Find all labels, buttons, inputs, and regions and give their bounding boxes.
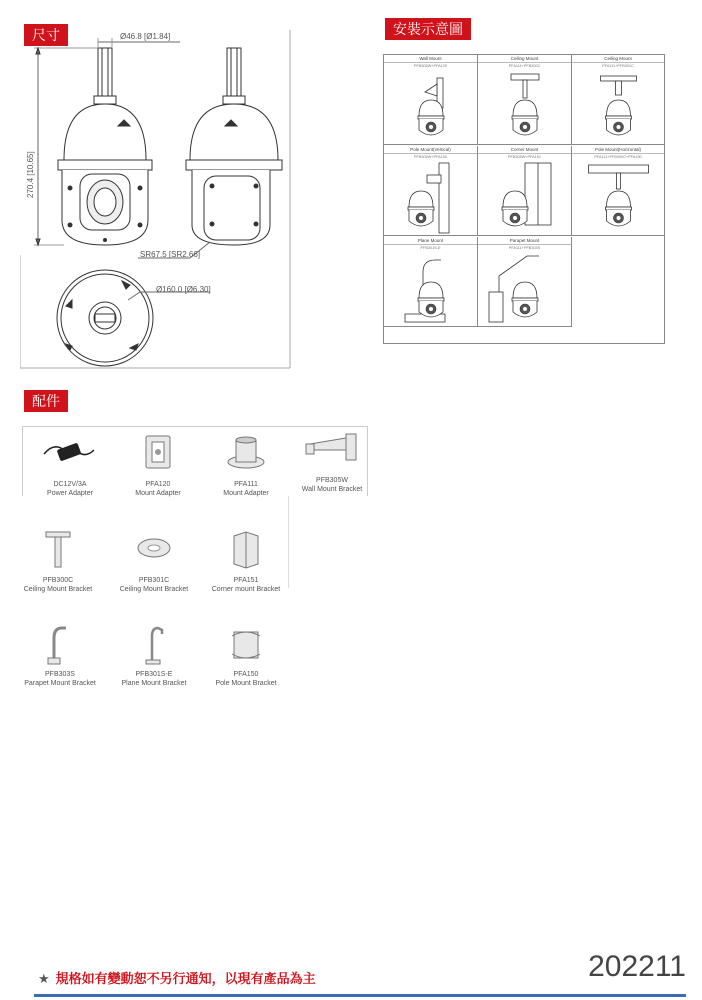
accessory-item: [14, 622, 106, 688]
install-cell-title: Ceiling Mount: [478, 55, 571, 63]
dimensions-section-tag: 尺寸: [24, 24, 68, 46]
accessories-section-tag: 配件: [24, 390, 68, 412]
mount-adapter-icon: [200, 432, 292, 476]
accessory-code: PFB301S-E: [135, 671, 173, 678]
install-cell-title: Plane Mount: [384, 237, 477, 245]
star-icon: ★: [38, 971, 50, 986]
install-cell-title: Parapet Mount: [478, 237, 571, 245]
accessory-code: PFA111: [234, 481, 258, 488]
install-cell-title: Ceiling Mount: [572, 55, 664, 63]
camera-dimension-illustration: [20, 30, 292, 370]
install-cell: [384, 146, 478, 236]
base-diameter-label: Ø160.0 [Ø6.30]: [156, 285, 211, 294]
install-cell-subtitle: PFA111+PFB300C+PFA150: [594, 155, 642, 159]
install-cell-subtitle: PFB301S-E: [420, 246, 441, 250]
ceiling-disc-icon: [108, 528, 200, 572]
accessory-item: [200, 432, 292, 498]
install-cell: [572, 146, 665, 236]
install-cell-title: Wall Mount: [384, 55, 477, 63]
accessory-item: [108, 622, 200, 688]
install-cell-subtitle: PFA111+PFB303S: [508, 246, 541, 250]
install-cell-subtitle: PFB305W+PFA151: [507, 155, 542, 159]
document-code: 202211: [588, 950, 686, 983]
install-cell-title: Pole Mount(Vertical): [384, 146, 477, 154]
install-cell-subtitle: PFB305W+PFA150: [413, 155, 448, 159]
install-cell: [572, 55, 665, 145]
notice-text: 規格如有變動恕不另行通知，以現有產品為主: [55, 971, 316, 986]
accessory-description: Pole Mount Bracket: [215, 680, 277, 687]
install-cell-title: Corner Mount: [478, 146, 571, 154]
accessory-item: [200, 622, 292, 688]
install-cell: [478, 146, 572, 236]
install-cell-subtitle: PFA111+PFB300C: [508, 64, 541, 68]
installation-diagram-table: [383, 54, 665, 344]
accessory-code: PFA151: [233, 577, 259, 584]
ceiling-pole-icon: [12, 528, 104, 572]
accessory-code: PFA150: [233, 671, 259, 678]
accessory-item: [108, 528, 200, 594]
accessory-code: PFA120: [145, 481, 171, 488]
accessory-description: Corner mount Bracket: [211, 586, 281, 593]
accessory-item: [112, 432, 204, 498]
accessory-description: Wall Mount Bracket: [301, 486, 363, 493]
wall-bracket-icon: [286, 428, 378, 472]
install-cell: [384, 237, 478, 327]
accessory-description: Power Adapter: [47, 490, 93, 497]
accessory-item: [200, 528, 292, 594]
corner-bracket-icon: [200, 528, 292, 572]
height-label: 270.4 [10.65]: [26, 151, 35, 198]
install-cell-subtitle: PFB305W+PFA120: [413, 64, 448, 68]
accessory-item: [286, 428, 378, 494]
install-cell: [478, 55, 572, 145]
junction-box-icon: [112, 432, 204, 476]
accessory-code: PFB303S: [45, 671, 75, 678]
accessory-item: [24, 432, 116, 498]
accessory-description: Mount Adapter: [223, 490, 269, 497]
installation-section-tag: 安裝示意圖: [385, 18, 471, 40]
install-cell-title: Pole Mount(Horizontal): [572, 146, 664, 154]
pole-bracket-icon: [200, 622, 292, 666]
accessory-description: Plane Mount Bracket: [121, 680, 187, 687]
accessory-description: Ceiling Mount Bracket: [119, 586, 189, 593]
accessory-code: PFB305W: [316, 477, 348, 484]
plane-bracket-icon: [108, 622, 200, 666]
spec-notice: [38, 968, 316, 987]
cable-diameter-label: Ø46.8 [Ø1.84]: [120, 32, 171, 41]
parapet-bracket-icon: [14, 622, 106, 666]
power-adapter-icon: [24, 432, 116, 476]
install-cell: [384, 55, 478, 145]
accessory-code: DC12V/3A: [53, 481, 87, 488]
dimension-drawing: [20, 30, 292, 370]
radius-label: SR67.5 [SR2.66]: [140, 250, 201, 259]
accessory-description: Mount Adapter: [135, 490, 181, 497]
accessory-item: [12, 528, 104, 594]
accessory-description: Parapet Mount Bracket: [24, 680, 96, 687]
install-cell-subtitle: PFA111+PFB301C: [602, 64, 634, 68]
accessory-code: PFB301C: [138, 577, 170, 584]
accessory-description: Ceiling Mount Bracket: [23, 586, 93, 593]
install-cell: [478, 237, 572, 327]
footer-rule: [34, 994, 686, 997]
accessory-code: PFB300C: [42, 577, 74, 584]
